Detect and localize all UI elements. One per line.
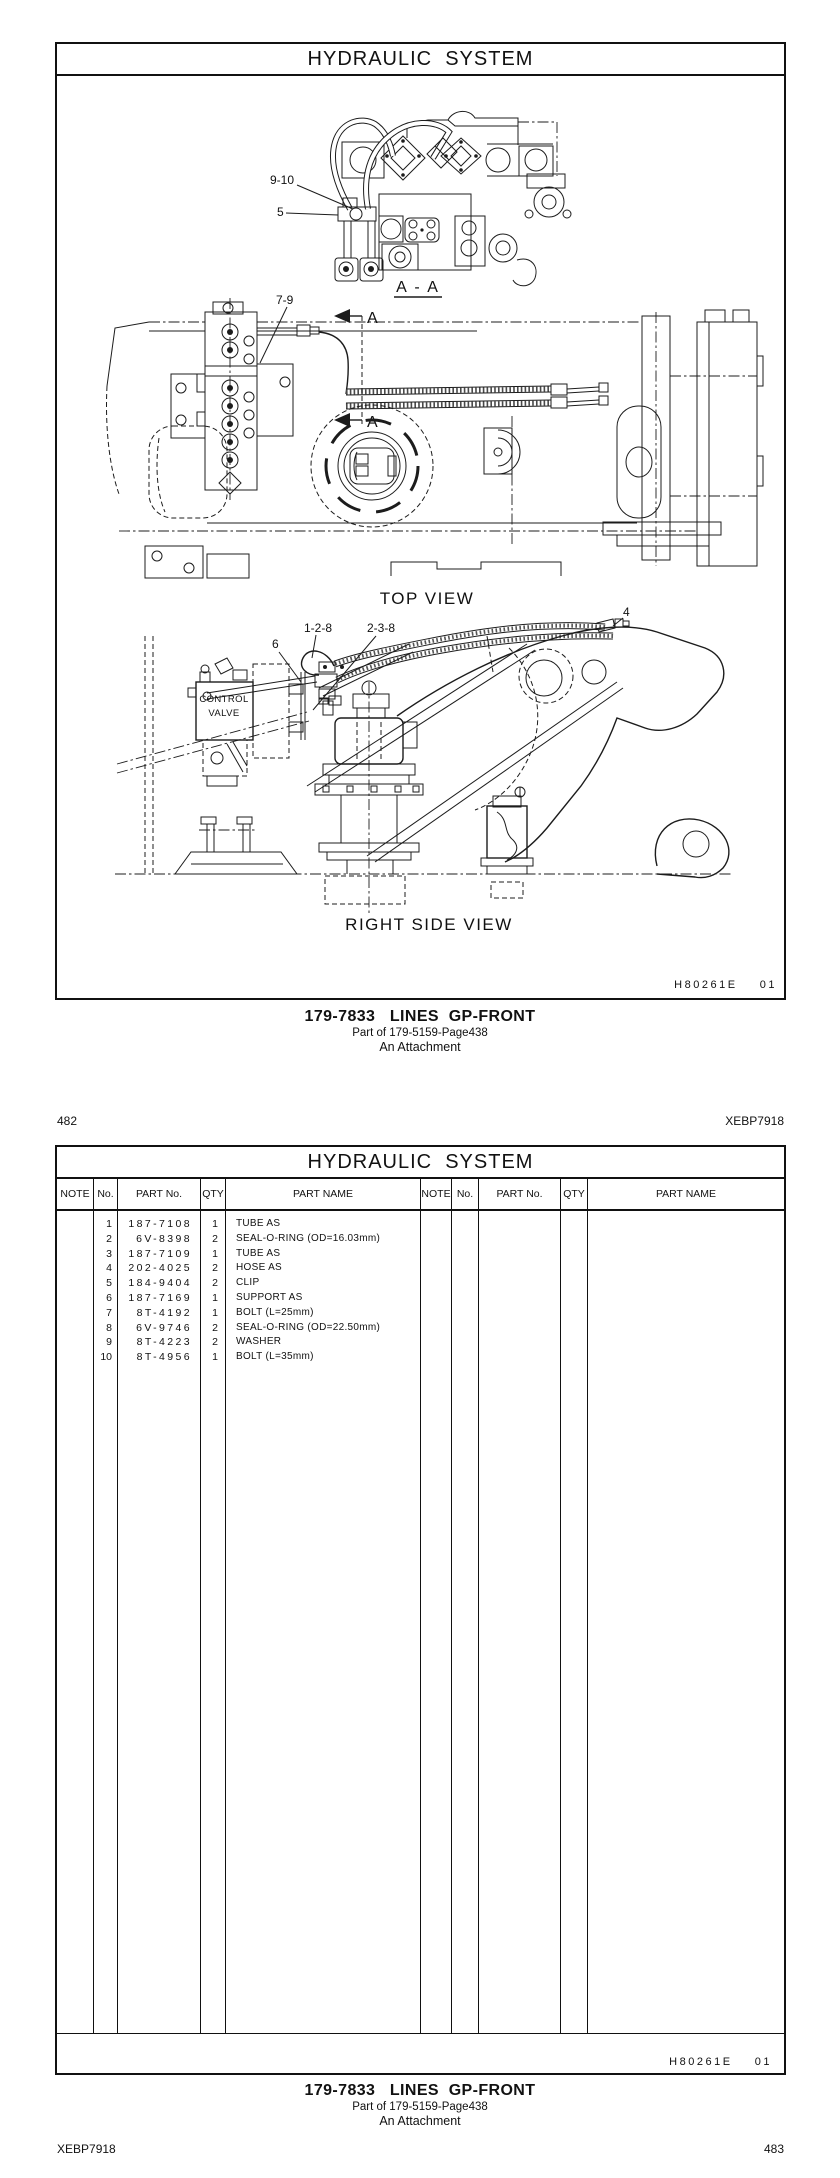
cell-part-no: 6V-9746 bbox=[136, 1321, 192, 1334]
section-detail-view bbox=[270, 111, 571, 297]
col-header-qty-2: QTY bbox=[561, 1179, 588, 1209]
attachment-note: An Attachment bbox=[379, 2114, 461, 2128]
cell-part-name: CLIP bbox=[236, 1277, 260, 1289]
col-header-part-no: PART No. bbox=[118, 1179, 201, 1209]
page-1 bbox=[55, 42, 786, 1000]
column-note-2 bbox=[421, 1211, 452, 2033]
col-header-part-name: PART NAME bbox=[226, 1179, 421, 1209]
cell-qty: 2 bbox=[212, 1321, 218, 1334]
column-no-2 bbox=[452, 1211, 479, 2033]
cell-qty: 1 bbox=[212, 1306, 218, 1319]
callout-7-9: 7-9 bbox=[276, 293, 294, 307]
section-detail-label: A - A bbox=[396, 279, 440, 296]
cell-part-no: 8T-4223 bbox=[136, 1336, 192, 1349]
page-title: HYDRAULIC SYSTEM bbox=[57, 1147, 784, 1179]
cell-qty: 2 bbox=[212, 1277, 218, 1290]
column-note bbox=[57, 1211, 94, 2033]
page-footer-2 bbox=[0, 2142, 840, 2158]
cell-no: 6 bbox=[106, 1291, 112, 1304]
col-header-no-2: No. bbox=[452, 1179, 479, 1209]
cell-part-no: 184-9404 bbox=[128, 1277, 192, 1290]
reference-strip bbox=[57, 2034, 784, 2078]
cell-part-name: SUPPORT AS bbox=[236, 1291, 303, 1303]
figure-footer-2 bbox=[0, 2082, 840, 2128]
cell-qty: 2 bbox=[212, 1232, 218, 1245]
drawing-number: H80261E 01 bbox=[674, 979, 777, 991]
callout-6: 6 bbox=[272, 637, 279, 651]
cell-no: 5 bbox=[106, 1277, 112, 1290]
cell-no: 1 bbox=[106, 1218, 112, 1230]
page-number: 482 bbox=[57, 1114, 78, 1128]
table-header-row bbox=[57, 1179, 784, 1211]
cell-part-name: HOSE AS bbox=[236, 1262, 283, 1274]
callout-5: 5 bbox=[277, 205, 284, 219]
callout-2-3-8: 2-3-8 bbox=[366, 621, 396, 635]
cell-part-no: 202-4025 bbox=[128, 1262, 192, 1275]
cell-part-name: TUBE AS bbox=[236, 1218, 281, 1229]
table-body bbox=[57, 1211, 784, 2034]
drawing-number: H80261E 01 bbox=[669, 2056, 772, 2068]
control-valve-label-2: VALVE bbox=[208, 708, 240, 719]
column-part-no-2 bbox=[479, 1211, 561, 2033]
right-side-view bbox=[115, 605, 733, 934]
cell-part-name: SEAL-O-RING (OD=16.03mm) bbox=[236, 1232, 381, 1244]
cell-qty: 1 bbox=[212, 1218, 218, 1230]
col-header-part-name-2: PART NAME bbox=[655, 1188, 717, 1200]
cell-part-no: 8T-4956 bbox=[136, 1351, 192, 1364]
cell-qty: 2 bbox=[212, 1262, 218, 1275]
column-part-name-2 bbox=[588, 1211, 784, 2033]
column-no bbox=[94, 1211, 118, 2033]
column-part-no bbox=[118, 1211, 201, 2033]
callout-1-2-8: 1-2-8 bbox=[303, 621, 333, 635]
cell-qty: 2 bbox=[212, 1336, 218, 1349]
callout-4: 4 bbox=[623, 605, 630, 619]
callout-9-10: 9-10 bbox=[270, 173, 295, 187]
cell-qty: 1 bbox=[212, 1351, 218, 1364]
cell-part-no: 187-7169 bbox=[128, 1291, 192, 1304]
cell-part-name: BOLT (L=35mm) bbox=[236, 1351, 314, 1363]
column-part-name bbox=[226, 1211, 421, 2033]
col-header-part-no-2: PART No. bbox=[479, 1179, 561, 1209]
cell-part-name: BOLT (L=25mm) bbox=[236, 1306, 314, 1318]
attachment-note: An Attachment bbox=[379, 1040, 461, 1054]
page-2 bbox=[55, 1145, 786, 2075]
cell-qty: 1 bbox=[212, 1291, 218, 1304]
cell-no: 2 bbox=[106, 1232, 112, 1245]
top-view-label: TOP VIEW bbox=[379, 589, 475, 608]
cell-part-no: 6V-8398 bbox=[136, 1232, 192, 1245]
cell-part-name: SEAL-O-RING (OD=22.50mm) bbox=[236, 1321, 381, 1333]
document-code: XEBP7918 bbox=[57, 2142, 116, 2156]
part-title: 179-7833 LINES GP-FRONT bbox=[304, 2082, 536, 2099]
cell-no: 8 bbox=[106, 1321, 112, 1334]
col-header-note-2: NOTE bbox=[421, 1179, 452, 1209]
part-title: 179-7833 LINES GP-FRONT bbox=[304, 1008, 536, 1025]
cell-part-no: 187-7108 bbox=[128, 1218, 192, 1230]
cell-part-no: 8T-4192 bbox=[136, 1306, 192, 1319]
cell-no: 9 bbox=[106, 1336, 112, 1349]
section-arrow-top-label: A bbox=[367, 310, 380, 327]
column-qty bbox=[201, 1211, 226, 2033]
top-view bbox=[107, 293, 764, 608]
page-number: 483 bbox=[763, 2142, 784, 2156]
page-title: HYDRAULIC SYSTEM bbox=[57, 44, 784, 76]
part-of-note: Part of 179-5159-Page438 bbox=[352, 2101, 488, 2113]
cell-no: 3 bbox=[106, 1247, 112, 1260]
cell-part-no: 187-7109 bbox=[128, 1247, 192, 1260]
col-header-note: NOTE bbox=[57, 1179, 94, 1209]
hydraulic-system-drawing bbox=[57, 76, 784, 1000]
part-of-note: Part of 179-5159-Page438 bbox=[352, 1027, 488, 1039]
page-footer-1 bbox=[0, 1114, 840, 1130]
col-header-no: No. bbox=[94, 1179, 118, 1209]
figure-footer-1 bbox=[0, 1008, 840, 1054]
cell-qty: 1 bbox=[212, 1247, 218, 1260]
cell-part-name: TUBE AS bbox=[236, 1247, 281, 1259]
section-arrow-bottom-label: A bbox=[367, 414, 380, 431]
col-header-qty: QTY bbox=[201, 1179, 226, 1209]
cell-no: 10 bbox=[100, 1351, 112, 1364]
cell-part-name: WASHER bbox=[236, 1336, 282, 1348]
right-side-view-label: RIGHT SIDE VIEW bbox=[345, 915, 513, 934]
document-code: XEBP7918 bbox=[725, 1114, 784, 1128]
column-qty-2 bbox=[561, 1211, 588, 2033]
control-valve-label-1: CONTROL bbox=[199, 694, 249, 705]
cell-no: 7 bbox=[106, 1306, 112, 1319]
cell-no: 4 bbox=[106, 1262, 112, 1275]
